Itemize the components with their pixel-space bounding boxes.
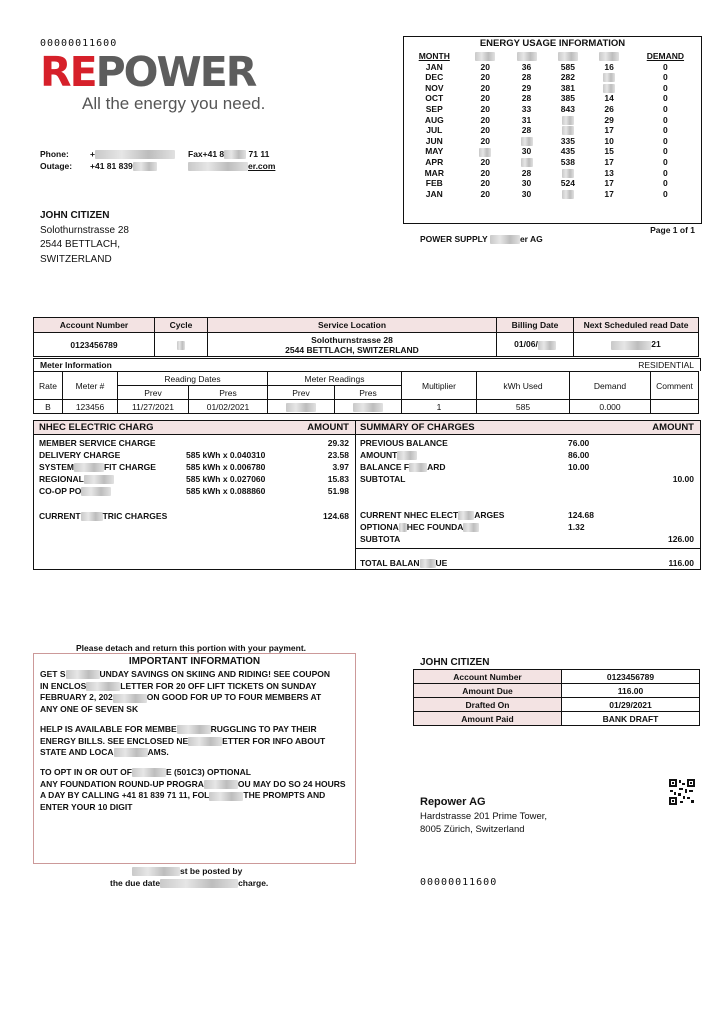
charge-amount: 29.32 [327,438,349,448]
remit-name: JOHN CITIZEN [420,657,490,668]
usage-title: ENERGY USAGE INFORMATION [479,38,626,49]
usage-header [506,51,547,62]
usage-row: JUN 20 335 10 0 [425,135,668,146]
document-code-bottom: 00000011600 [420,877,498,888]
usage-row: JAN 20 30 17 0 [425,188,668,199]
charge-label: DELIVERY CHARGE [39,450,121,460]
document-code: 00000011600 [40,38,118,49]
usage-row: MAR 20 28 13 0 [424,167,668,178]
usage-row: FEB 20 30 524 17 0 [425,178,668,189]
charge-amount: 23.58 [327,450,349,460]
usage-table [404,51,701,199]
account-number: 0123456789 [34,333,155,357]
meter-info-header: Meter Information RESIDENTIAL [33,358,701,371]
customer-name: JOHN CITIZEN [40,210,110,221]
usage-row: AUG 20 31 29 0 [424,114,668,125]
fax-web-block: Fax+41 8 71 11 er.com [188,149,276,171]
info-paragraph: TO OPT IN OR OUT OF E (501C3) OPTIONAL ANY FOUNDATION ROUND-UP PROGRA OU MAY DO SO 24 HOURS A DAY BY CALLING +41 81 839 71 11, FOL THE PROMPTS AND ENTER YOUR 10 DIGIT [40,766,346,813]
company-address: Repower AG Hardstrasse 201 Prime Tower, 8005 Zürich, Switzerland [420,796,548,835]
contact-block: Phone: + Outage: +41 81 839 [40,148,175,172]
charge-calc: 585 kWh x 0.088860 [186,486,266,496]
usage-header [465,51,506,62]
remit-row: Account Number 0123456789 [414,670,700,684]
billing-date: 01/06/ [497,333,574,357]
info-paragraph: GET S UNDAY SAVINGS ON SKIING AND RIDING! SEE COUPON IN ENCLOS LETTER FOR 20 OFF LIFT TICKETS ON SUNDAY FEBRUARY 2, 202 ON GOOD FOR UP TO FOUR MEMBERS AT ANY ONE OF SEVEN SK [40,669,330,715]
posting-note-line1: st be posted by [132,866,242,876]
important-title: IMPORTANT INFORMATION [128,656,261,667]
info-paragraph: HELP IS AVAILABLE FOR MEMBE RUGGLING TO PAY THEIR ENERGY BILLS. SEE ENCLOSED NE ETTER FOR INFO ABOUT STATE AND LOCA AMS. [40,723,326,758]
repower-logo: REPOWER [40,48,256,96]
usage-row: NOV 20 29 381 0 [425,82,668,93]
usage-header: MONTH [418,51,450,61]
charge-amount: 15.83 [327,474,349,484]
power-supply-label: POWER SUPPLY er AG [420,234,543,244]
charge-label: SYSTEM FIT CHARGE [39,462,156,472]
account-table: Account Number Cycle Service Location Billing Date Next Scheduled read Date 0123456789 Solothurnstrasse 28 2544 BETTLACH, SWITZERLAND 01/06/ 21 [33,317,699,357]
charge-amount: 51.98 [327,486,349,496]
service-location: Solothurnstrasse 28 2544 BETTLACH, SWITZERLAND [208,333,497,357]
charge-calc: 585 kWh x 0.006780 [186,462,266,472]
charge-amount: 3.97 [332,462,349,472]
charge-label: REGIONAL [39,474,114,484]
tagline: All the energy you need. [82,94,266,113]
usage-row: JAN 20 36 585 16 0 [425,61,668,72]
charge-label: MEMBER SERVICE CHARGE [39,438,156,448]
qr-code-icon [669,779,695,805]
next-read-date: 21 [574,333,699,357]
charge-calc: 585 kWh x 0.027060 [186,474,266,484]
remit-row: Amount Due 116.00 [414,684,700,698]
detach-note: Please detach and return this portion with your payment. [76,643,307,653]
charge-label: CO-OP PO [39,486,111,496]
usage-row: MAY 30 435 15 0 [425,146,668,157]
current-electric-label: CURRENT TRIC CHARGES [39,511,168,521]
usage-header [588,51,629,62]
usage-row: APR 20 538 17 0 [425,156,668,167]
customer-address: JOHN CITIZEN Solothurnstrasse 28 2544 BETTLACH, SWITZERLAND [40,210,129,265]
usage-row: JUL 20 28 17 0 [426,125,668,136]
usage-row: SEP 20 33 843 26 0 [425,103,668,114]
page-number: Page 1 of 1 [650,225,695,235]
usage-header [547,51,588,62]
remit-row: Amount Paid BANK DRAFT [414,712,700,726]
usage-row: OCT 20 28 385 14 0 [425,93,668,104]
charge-calc: 585 kWh x 0.040310 [186,450,266,460]
meter-table: Rate Meter # Reading Dates Meter Readings Multiplier kWh Used Demand Comment Prev Pres Prev Pres B 123456 11/27/2021 01/02/2021 1 585 0.000 [33,371,699,414]
electric-charges: NHEC ELECTRIC CHARG AMOUNT MEMBER SERVICE CHARGE 29.32 DELIVERY CHARGE 585 kWh x 0.040310 23.58 SYSTEM FIT CHARGE 585 kWh x 0.006780 3.97 REGIONAL 585 kWh x 0.027060 15.83 CO-OP PO 585 kWh x 0.088860 51.98 CURRENT TRIC CHARGES 124.68 [34,421,356,569]
current-electric-amount: 124.68 [323,511,349,521]
remit-row: Drafted On 01/29/2021 [414,698,700,712]
usage-header: DEMAND [646,51,685,61]
remit-table [413,669,700,726]
charges-box [33,420,701,570]
summary-of-charges: SUMMARY OF CHARGES AMOUNT PREVIOUS BALANCE 76.00 AMOUNT 86.00 BALANCE F ARD 10.00 SUBTOTAL 10.00 CURRENT NHEC ELECT ARGES 124.68 OPTIONA HEC FOUNDA 1.32 SUBTOTA 126.00 TOTAL BALAN UE 116.00 [356,421,700,569]
energy-usage-box [403,36,702,235]
usage-row: DEC 20 28 282 0 [425,72,668,83]
important-info-box [33,653,356,864]
posting-note-line2: the due date charge. [110,878,269,888]
